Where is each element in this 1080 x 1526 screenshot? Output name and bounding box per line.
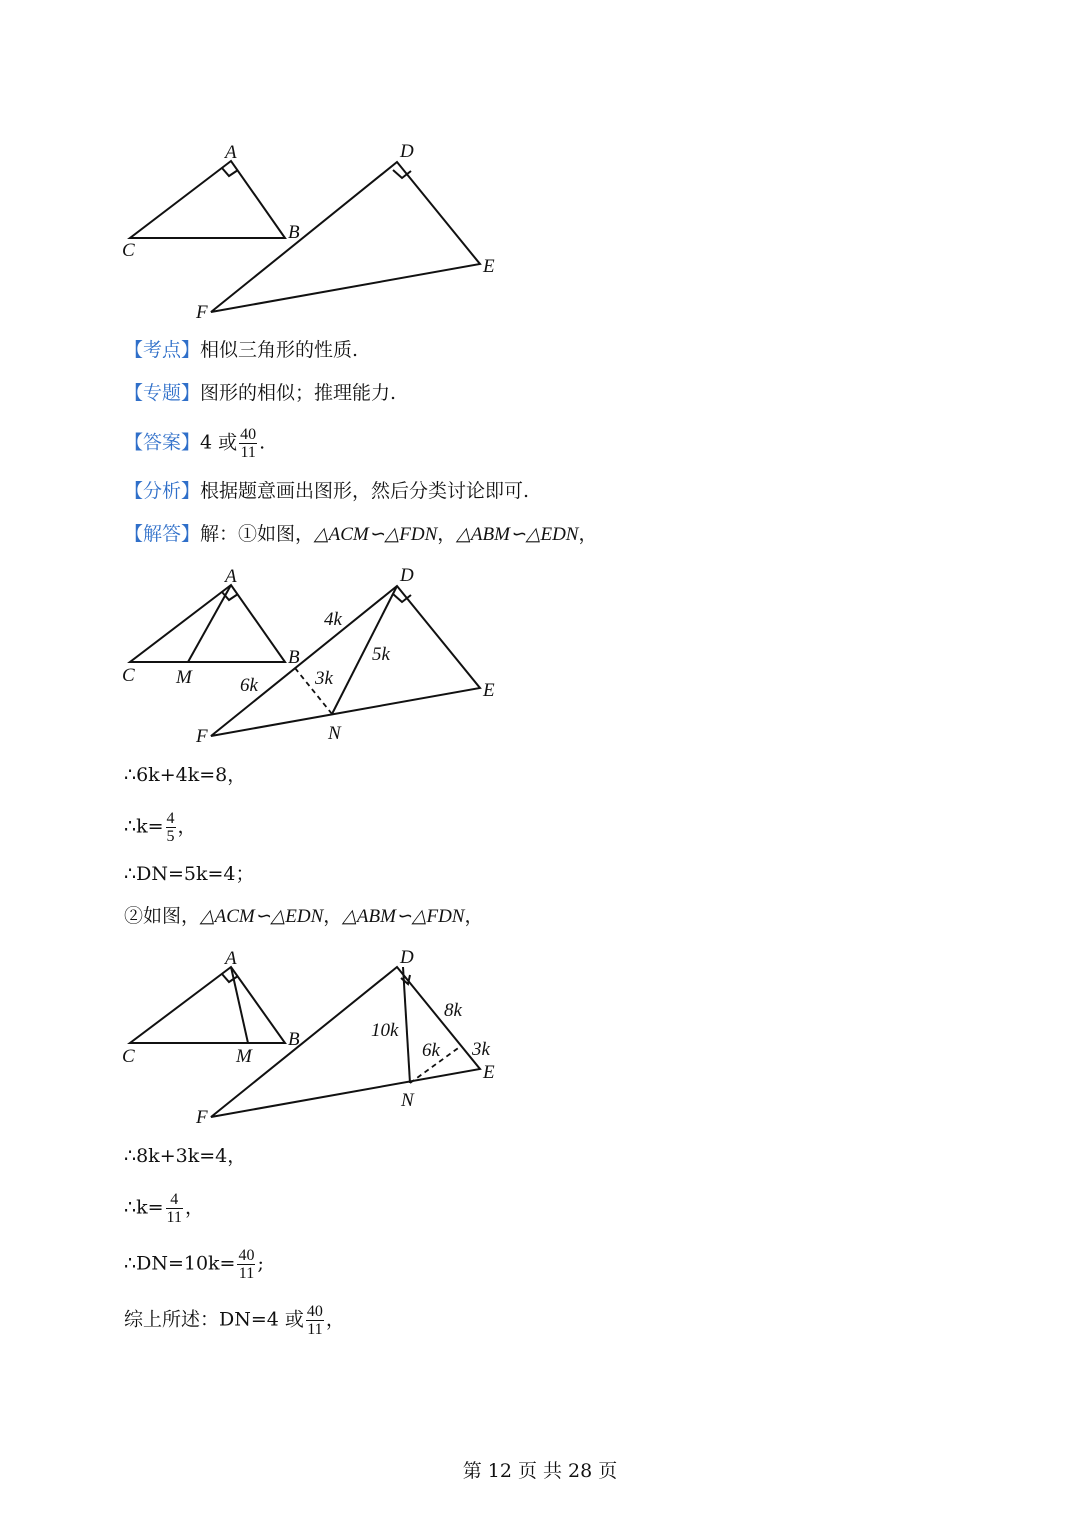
- seg-label-bn: 3k: [315, 668, 333, 689]
- label-m: M: [236, 1046, 252, 1067]
- case2-eq3-fraction: [237, 1247, 255, 1282]
- daan-tag: 【答案】: [124, 431, 201, 454]
- segment-dn: [403, 967, 410, 1083]
- case1-eq2-den: 5: [166, 828, 175, 845]
- summary-post: ，: [325, 1308, 345, 1331]
- seg-label-dn: 5k: [372, 644, 390, 665]
- case2-similar-2: △ABM∽△FDN: [342, 906, 465, 927]
- case2-eq2: [124, 1191, 204, 1226]
- case2-eq3: [124, 1247, 264, 1282]
- label-n: N: [401, 1090, 414, 1111]
- case2-eq3-post: ;: [257, 1252, 264, 1275]
- label-c: C: [122, 665, 135, 686]
- label-e: E: [483, 256, 495, 277]
- daan-pre: 4 或: [200, 431, 238, 454]
- jieda-similar-2: △ABM∽△EDN: [456, 524, 579, 545]
- zhuanti-text: 图形的相似；推理能力.: [200, 382, 397, 404]
- fenxi-text: 根据题意画出图形，然后分类讨论即可.: [200, 480, 530, 502]
- seg-label-bf: 6k: [240, 675, 258, 696]
- daan-num: 40: [240, 426, 257, 443]
- jieda-tag: 【解答】: [124, 523, 201, 545]
- label-e: E: [483, 680, 495, 701]
- jieda-similar-1: △ACM∽△FDN: [314, 524, 438, 545]
- seg-label-dn: 10k: [371, 1020, 399, 1041]
- jieda-pre: 解：①如图，: [200, 523, 315, 545]
- label-b: B: [288, 222, 300, 243]
- kaodian-tag: 【考点】: [124, 339, 201, 361]
- case2-eq2-pre: ∴k=: [124, 1196, 164, 1219]
- label-a: A: [225, 566, 237, 587]
- case1-eq2-pre: ∴k=: [124, 815, 164, 838]
- label-f: F: [196, 302, 208, 323]
- case2-eq2-num: 4: [170, 1191, 179, 1208]
- summary-den: 11: [307, 1321, 323, 1338]
- label-d: D: [400, 565, 414, 586]
- label-d: D: [400, 141, 414, 162]
- daan-post: .: [259, 431, 266, 454]
- seg-label-de: 8k: [444, 1000, 462, 1021]
- label-a: A: [225, 142, 237, 163]
- case2-intro-pre: ②如图，: [124, 905, 201, 927]
- zhuanti-tag: 【专题】: [124, 382, 201, 404]
- seg-label-nx: 6k: [422, 1040, 440, 1061]
- label-c: C: [122, 1046, 135, 1067]
- label-n: N: [328, 723, 341, 744]
- summary-fraction: [306, 1303, 324, 1338]
- label-d: D: [400, 947, 414, 968]
- page-footer: 第 12 页 共 28 页: [462, 1460, 618, 1482]
- label-b: B: [288, 1029, 300, 1050]
- case2-eq3-pre: ∴DN=10k=: [124, 1252, 236, 1275]
- kaodian-text: 相似三角形的性质.: [200, 339, 359, 361]
- case1-eq2-num: 4: [166, 810, 175, 827]
- label-a: A: [225, 948, 237, 969]
- label-e: E: [483, 1062, 495, 1083]
- case1-eq1: ∴6k+4k=8，: [124, 764, 247, 786]
- case2-eq1: ∴8k+3k=4，: [124, 1145, 247, 1167]
- seg-label-fd: 4k: [324, 609, 342, 630]
- case2-eq3-num: 40: [238, 1247, 255, 1264]
- case2-eq2-fraction: [166, 1191, 183, 1226]
- case2-similar-1: △ACM∽△EDN: [200, 906, 324, 927]
- label-f: F: [196, 1107, 208, 1128]
- label-m: M: [176, 667, 192, 688]
- jieda-sep: ，: [437, 523, 457, 545]
- case1-eq3: ∴DN=5k=4；: [124, 863, 255, 885]
- case2-sep: ，: [323, 905, 343, 927]
- label-b: B: [288, 647, 300, 668]
- jieda-post: ，: [578, 523, 598, 545]
- case2-post: ，: [464, 905, 484, 927]
- label-f: F: [196, 726, 208, 747]
- case2-eq3-den: 11: [238, 1265, 255, 1282]
- summary-line: [124, 1303, 345, 1338]
- case2-eq2-post: ，: [184, 1196, 204, 1219]
- summary-num: 40: [306, 1303, 323, 1320]
- case1-eq2-post: ，: [177, 815, 197, 838]
- case2-eq2-den: 11: [166, 1209, 182, 1226]
- seg-label-xe: 3k: [472, 1039, 490, 1060]
- summary-pre: 综上所述：DN=4 或: [124, 1308, 304, 1331]
- label-c: C: [122, 240, 135, 261]
- daan-den: 11: [240, 444, 256, 461]
- fenxi-tag: 【分析】: [124, 480, 201, 502]
- triangle-abc: [130, 967, 285, 1043]
